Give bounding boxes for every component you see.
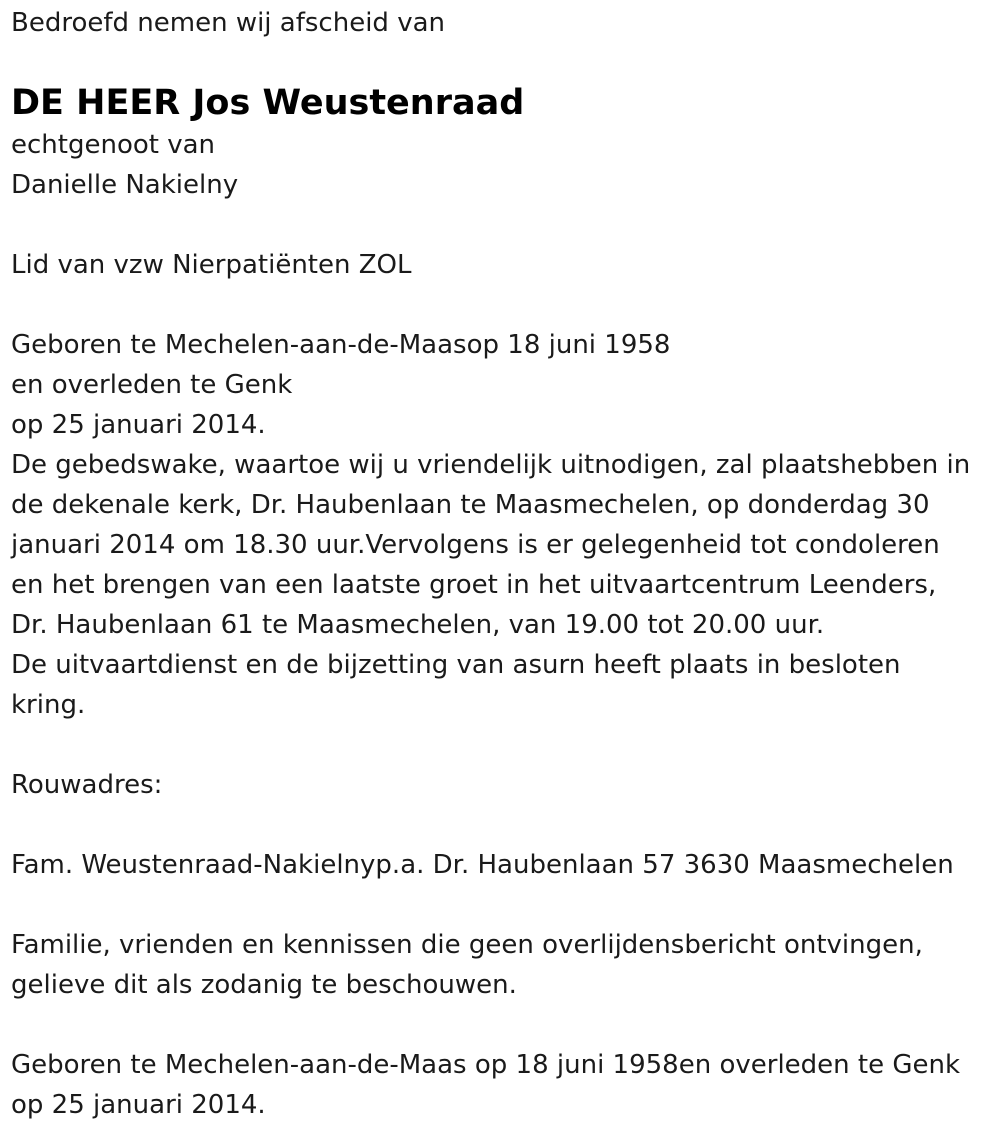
death-place-line: en overleden te Genk [11, 370, 293, 400]
wake-line: en het brengen van een laatste groet in het uitvaartcentrum Leenders, [11, 570, 937, 600]
wake-line: januari 2014 om 18.30 uur.Vervolgens is er gelegenheid tot condoleren [11, 530, 940, 560]
notice-paragraph [11, 925, 1000, 1005]
notice-line: Familie, vrienden en kennissen die geen overlijdensbericht ontvingen, [11, 930, 923, 960]
closing-line: op 25 januari 2014. [11, 1090, 266, 1120]
wake-paragraph [11, 445, 1000, 725]
wake-line: de dekenale kerk, Dr. Haubenlaan te Maasmechelen, op donderdag 30 [11, 490, 930, 520]
address-label: Rouwadres: [11, 770, 163, 800]
spacer [11, 285, 1000, 325]
deceased-name: DE HEER Jos Weustenraad [11, 83, 525, 123]
death-date-line: op 25 januari 2014. [11, 410, 266, 440]
membership-text: Lid van vzw Nierpatiënten ZOL [11, 250, 412, 280]
spacer [11, 725, 1000, 765]
wake-line: kring. [11, 690, 86, 720]
closing-paragraph [11, 1045, 1000, 1125]
address-text: Fam. Weustenraad-Nakielnyp.a. Dr. Haubenlaan 57 3630 Maasmechelen [11, 850, 954, 880]
wake-line: Dr. Haubenlaan 61 te Maasmechelen, van 19.00 tot 20.00 uur. [11, 610, 825, 640]
wake-line: De gebedswake, waartoe wij u vriendelijk uitnodigen, zal plaatshebben in [11, 450, 971, 480]
intro-text: Bedroefd nemen wij afscheid van [11, 8, 445, 38]
spouse-name: Danielle Nakielny [11, 170, 239, 200]
spacer [11, 885, 1000, 925]
birth-line: Geboren te Mechelen-aan-de-Maasop 18 juni 1958 [11, 330, 671, 360]
spacer [11, 1005, 1000, 1045]
spacer [11, 805, 1000, 845]
spacer [11, 205, 1000, 245]
spouse-label: echtgenoot van [11, 130, 216, 160]
wake-line: De uitvaartdienst en de bijzetting van asurn heeft plaats in besloten [11, 650, 901, 680]
closing-line: Geboren te Mechelen-aan-de-Maas op 18 juni 1958en overleden te Genk [11, 1050, 961, 1080]
notice-line: gelieve dit als zodanig te beschouwen. [11, 970, 517, 1000]
